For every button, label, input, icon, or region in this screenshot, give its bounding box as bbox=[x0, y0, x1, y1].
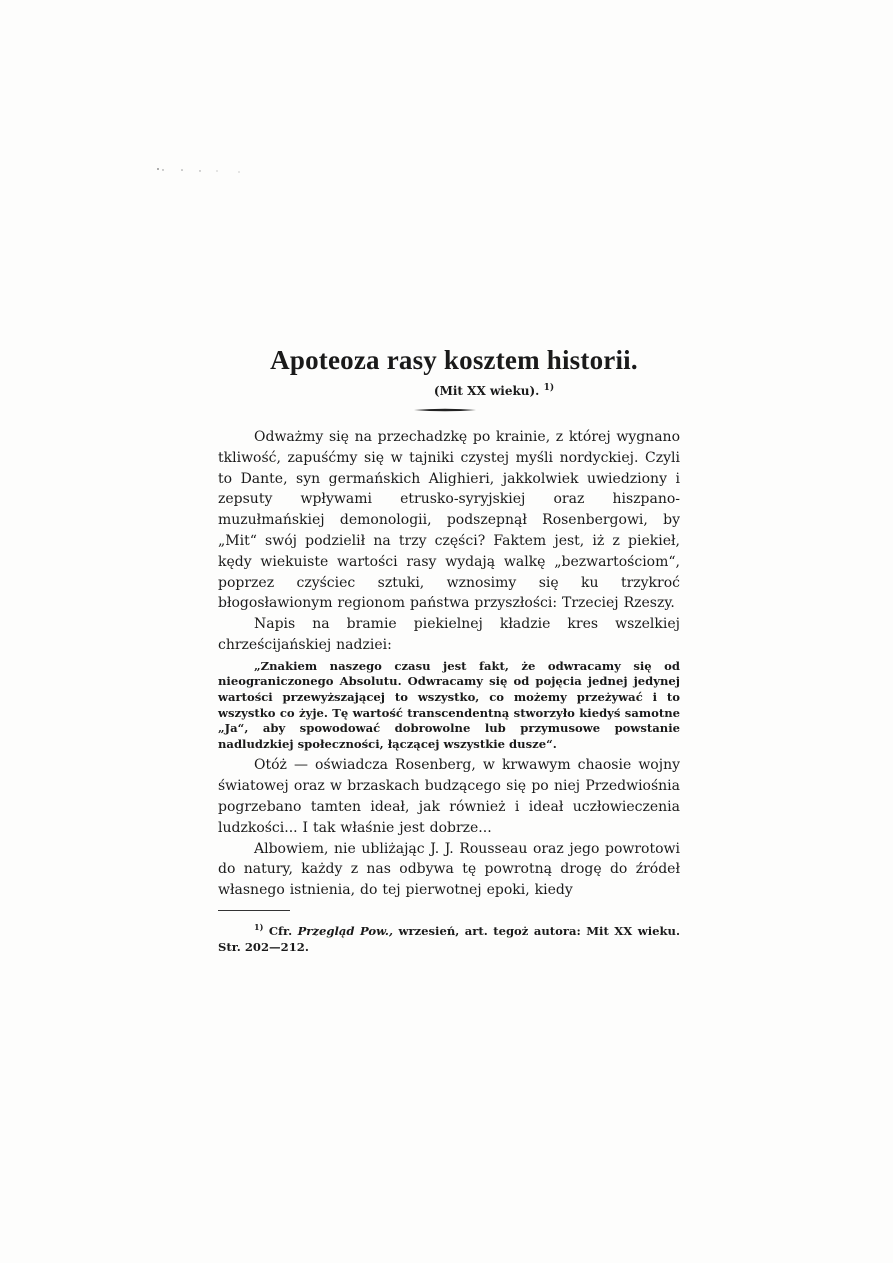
paragraph-4: Albowiem, nie ubliżając J. J. Rousseau oraz jego powrotowi do natury, każdy z nas odbywa tę powrotną drogę do źródeł własnego istnienia, do tej pierwotnej epoki, kiedy bbox=[218, 840, 680, 899]
footnote-prefix: Cfr. bbox=[268, 923, 293, 938]
paragraph-2: Napis na bramie piekielnej kładzie kres wszelkiej chrześcijańskiej nadziei: bbox=[218, 616, 680, 653]
footnote-marker: 1) bbox=[254, 921, 264, 932]
article-subtitle bbox=[218, 380, 680, 399]
footnote-source: Przegląd Pow., bbox=[297, 923, 393, 938]
footnote-divider bbox=[218, 910, 290, 911]
paragraph-3: Otóż — oświadcza Rosenberg, w krwawym chaosie wojny światowej oraz w brzaskach budzącego się po niej Przedwiośnia pogrzebano tamten ideał, jak również i ideał uczłowieczenia ludzkości... I tak właśnie jest dobrze... bbox=[218, 757, 680, 836]
subtitle-text: (Mit XX wieku). bbox=[433, 384, 540, 398]
paragraph-1: Odważmy się na przechadzkę po krainie, z której wygnano tkliwość, zapuśćmy się w tajniki czystej myśli nordyckiej. Czyli to Dante, syn germańskich Alighieri, jakkolwiek uwiedziony i zepsuty wpływami etrusko-syryjskiej oraz hiszpano-muzułmańskiej demonologii, podszepnął Rosenbergowi, by „Mit“ swój podzielił na trzy części? Faktem jest, iż z piekieł, kędy wiekuiste wartości rasy wydają walkę „bezwartościom“, poprzez czyściec sztuki, wznosimy się ku trzykroć błogosławionym regionom państwa przyszłości: Trzeciej Rzeszy. bbox=[218, 429, 680, 612]
scan-speckle bbox=[155, 166, 245, 174]
subtitle-footnote-ref: 1) bbox=[543, 383, 555, 393]
article bbox=[218, 340, 680, 955]
footnote bbox=[218, 919, 680, 955]
article-title: Apoteoza rasy kosztem historii. bbox=[270, 345, 638, 375]
block-quote: „Znakiem naszego czasu jest fakt, że odwracamy się od nieograniczonego Absolutu. Odwracamy się od pojęcia jednej jedynej wartości przewyższającej to wszystko, co możemy przeżywać i to wszystko co żyje. Tę wartość transcendentną stworzyło kiedyś samotne „Ja“, aby spowodować dobrowolne lub przymusowe powstanie nadludzkiej społeczności, łączącej wszystkie dusze“. bbox=[218, 658, 680, 751]
title-ornament-rule bbox=[218, 399, 680, 421]
footnote-rest: wrzesień, art. tegoż autora: Mit XX wieku. Str. 202—212. bbox=[218, 923, 680, 954]
ornament-line-icon bbox=[414, 408, 476, 412]
